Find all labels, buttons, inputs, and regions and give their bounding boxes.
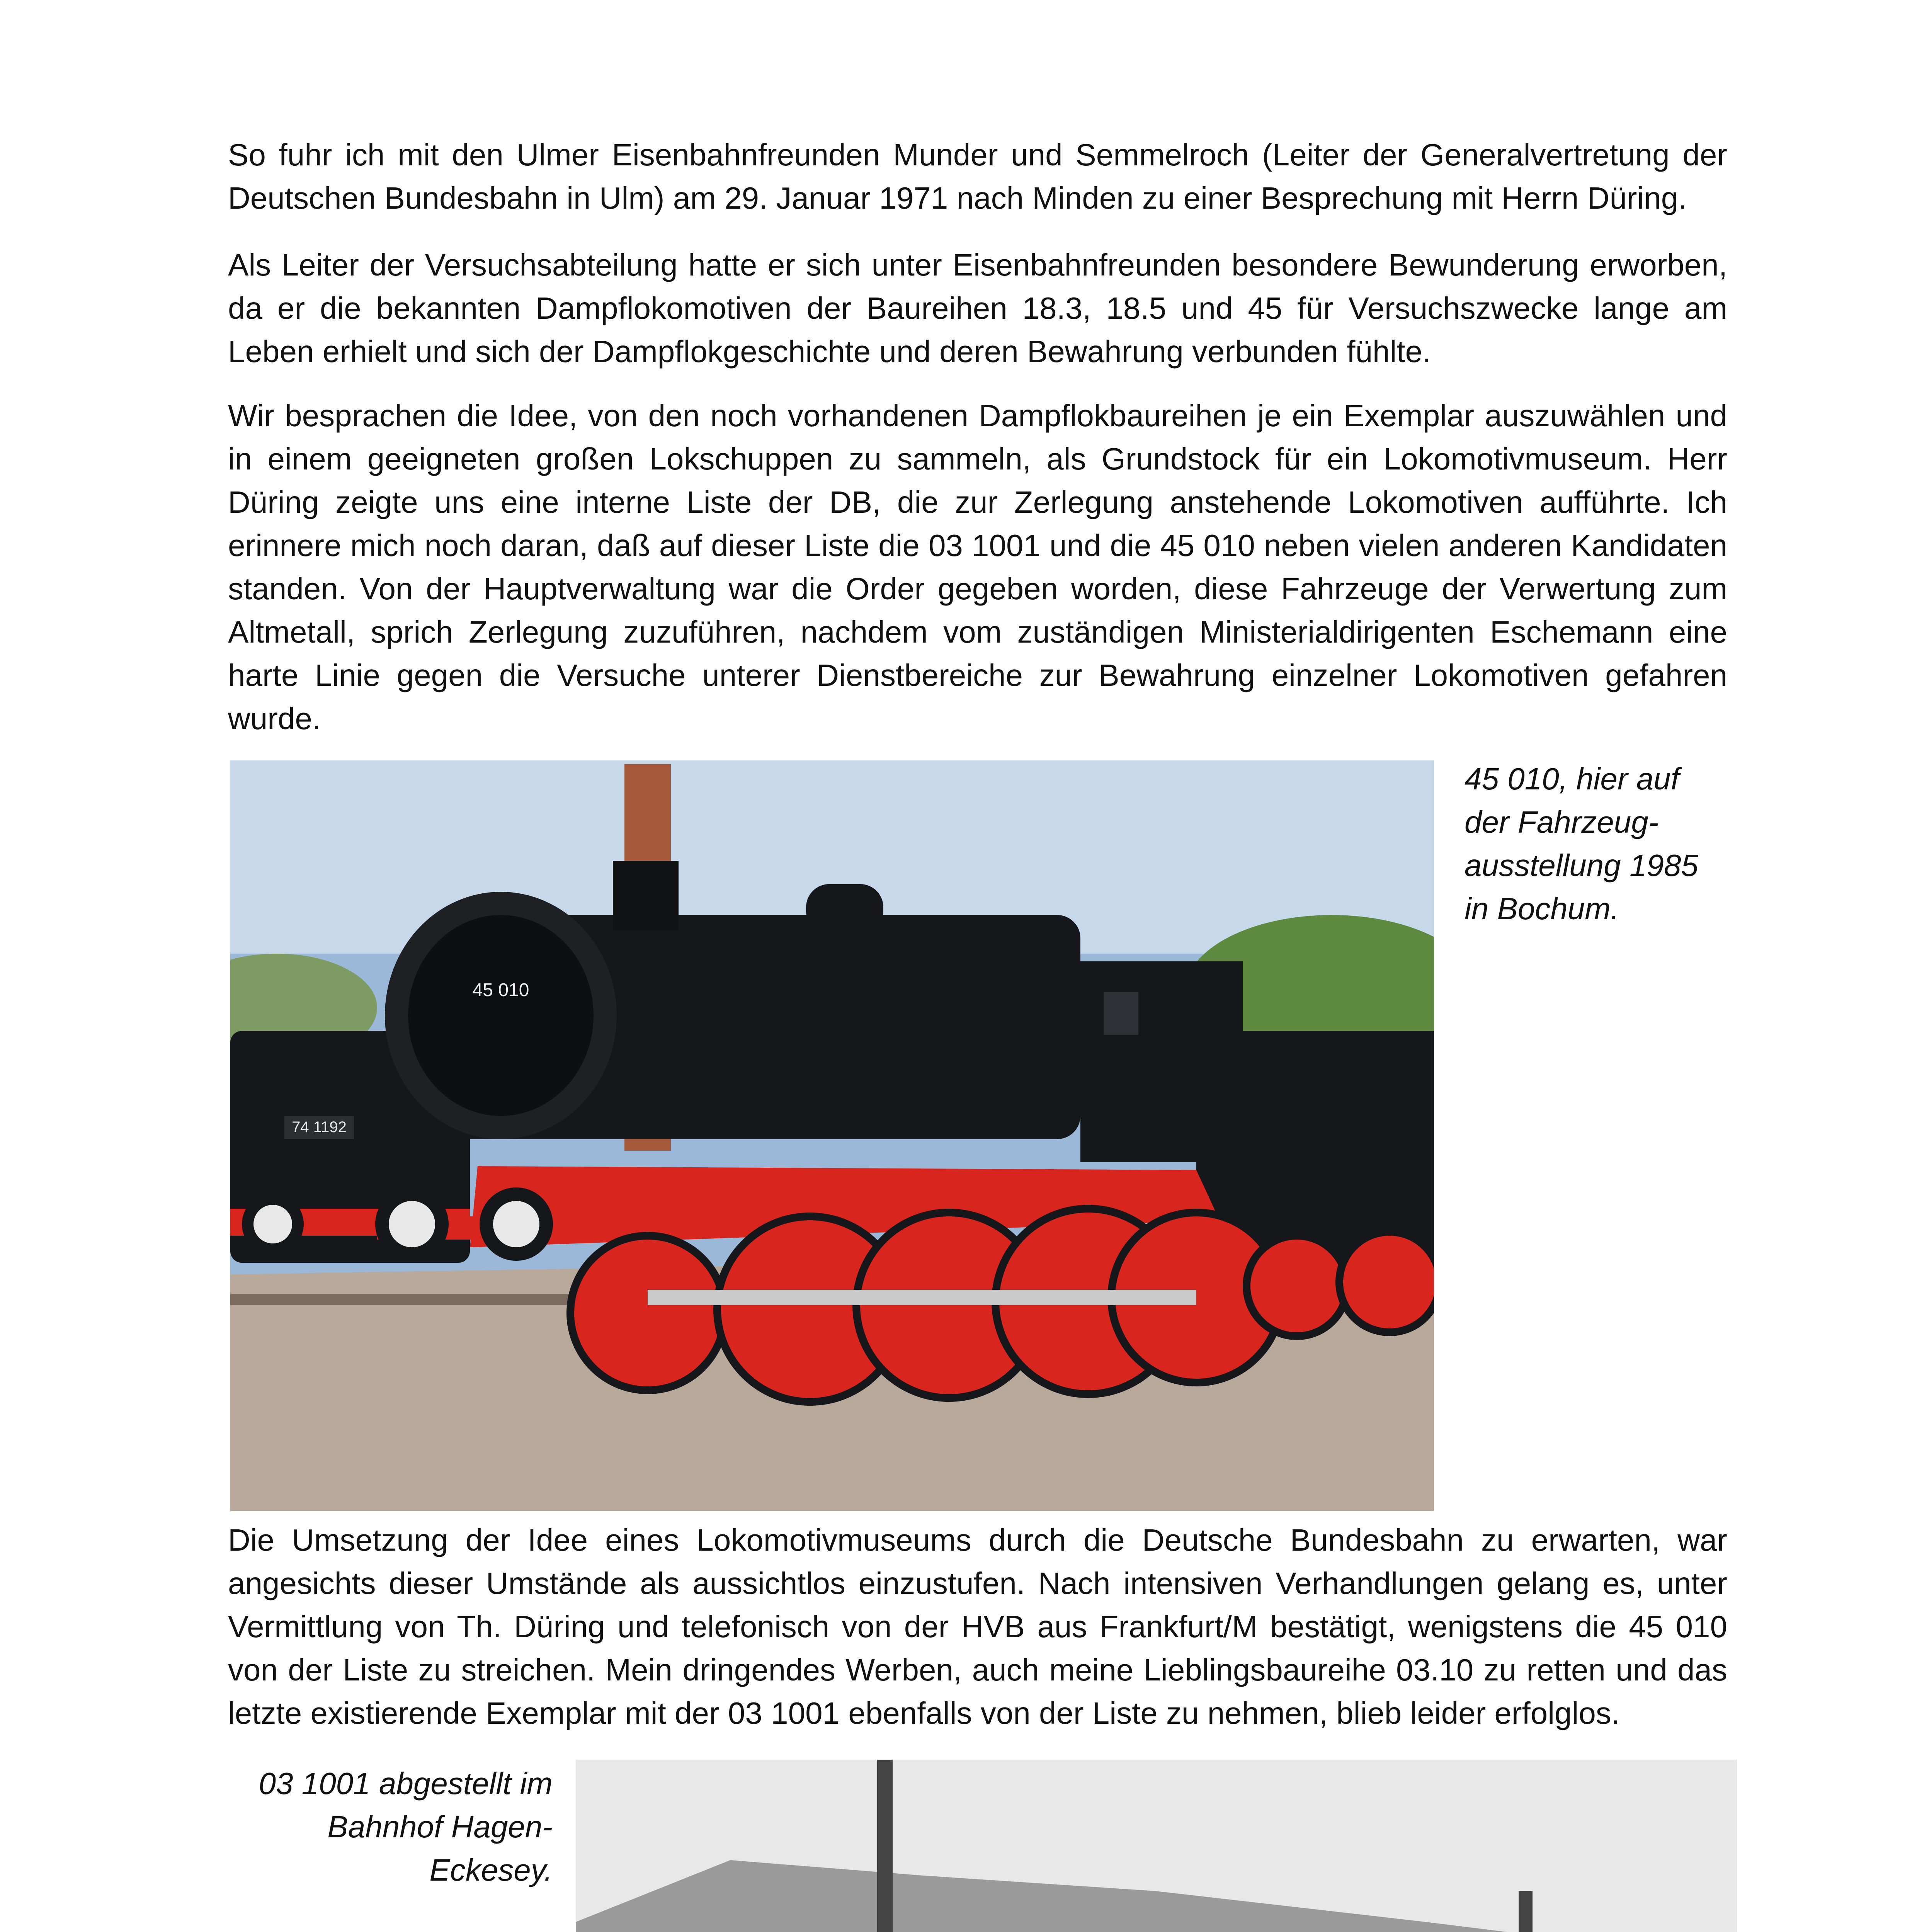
photo-locomotive-45-010 [230, 760, 1434, 1511]
photo-locomotive-03-1001 [576, 1760, 1737, 1932]
locomotive-plate-text: 45 010 [472, 980, 529, 1000]
paragraph-2: Als Leiter der Versuchsabteilung hatte er sich unter Eisenbahnfreunden besondere Bewunderung erworben, da er die bekannten Dampflokomotiven der Baureihen 18.3, 18.5 und 45 für Versuchszwecke lange am Leben erhielt und sich der Dampflokgeschichte und deren Bewahrung verbunden fühlte. [228, 248, 1727, 369]
paragraph-1: So fuhr ich mit den Ulmer Eisenbahnfreunden Munder und Semmelroch (Leiter der Generalvertretung der Deutschen Bundesbahn in Ulm) am 29. Januar 1971 nach Minden zu einer Besprechung mit Herrn Düring. [228, 138, 1727, 215]
paragraph-4: Die Umsetzung der Idee eines Lokomotivmuseums durch die Deutsche Bundesbahn zu erwarten, war angesichts dieser Umstände als aussichtlos einzustufen. Nach intensiven Verhandlungen gelang es, unter Vermittlung von Th. Düring und telefonisch von der HVB aus Frankfurt/M bestätigt, wenigstens die 45 010 von der Liste zu streichen. Mein dringendes Werben, auch meine Lieblingsbaureihe 03.10 zu retten und das letzte existierende Exemplar mit der 03 1001 ebenfalls von der Liste zu nehmen, blieb leider erfolglos. [228, 1523, 1727, 1730]
photo-caption-1: 45 010, hier auf der Fahrzeug-ausstellung 1985 in Bochum. [1465, 762, 1698, 926]
photo-caption-2: 03 1001 abgestellt im Bahnhof Hagen-Eckesey. [259, 1766, 553, 1887]
other-locomotive-plate: 74 1192 [292, 1119, 347, 1136]
paragraph-3: Wir besprachen die Idee, von den noch vorhandenen Dampflokbaureihen je ein Exemplar auszuwählen und in einem geeigneten großen Lokschuppen zu sammeln, als Grundstock für ein Lokomotivmuseum. Herr Düring zeigte uns eine interne Liste der DB, die zur Zerlegung anstehende Lokomotiven aufführte. Ich erinnere mich noch daran, daß auf dieser Liste die 03 1001 und die 45 010 neben vielen anderen Kandidaten standen. Von der Hauptverwaltung war die Order gegeben worden, diese Fahrzeuge der Verwertung zum Altmetall, sprich Zerlegung zuzuführen, nachdem vom zuständigen Ministerialdirigenten Eschemann eine harte Linie gegen die Versuche unterer Dienstbereiche zur Bewahrung einzelner Lokomotiven gefahren wurde. [228, 398, 1727, 736]
